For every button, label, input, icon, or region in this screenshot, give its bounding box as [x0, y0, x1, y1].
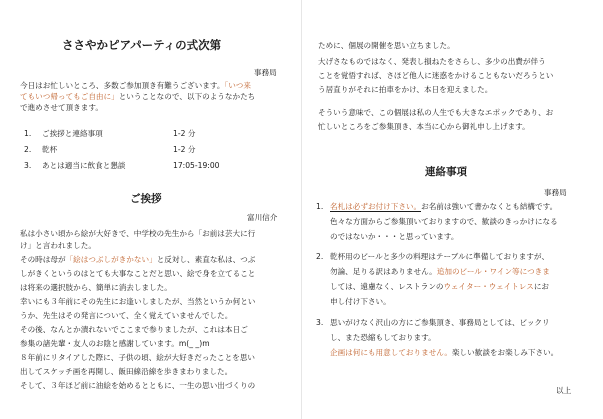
program-num: 2.	[24, 145, 32, 154]
notice-item-line	[330, 317, 550, 328]
notice-highlight: 名札は必ずお付け下さい。	[330, 202, 422, 211]
program-item: ご挨拶と連絡事項	[42, 129, 103, 138]
greeting-line: うか、先生はその発言について、全く覚えていませんでした。	[20, 311, 233, 320]
left-page	[0, 0, 301, 419]
notice-item-number: 2.	[316, 252, 324, 261]
notice-item-number: 3.	[316, 318, 324, 327]
notice-text: お名前は強いて書かなくとも結構です。	[421, 202, 558, 211]
notice-text: 勿論、足りる訳はありません。	[330, 267, 437, 276]
continued-line: 大げさなものではなく、発表し損ねたをさらし、多少の出費が伴う	[318, 57, 546, 66]
greeting-title: ご挨拶	[130, 193, 162, 205]
notice-text: にお	[533, 282, 550, 291]
notice-item-line	[330, 347, 558, 358]
greeting-line: 出してスケッチ画を再開し、飯田線沿線を歩きまわりました。	[20, 367, 233, 376]
notice-item-line	[330, 231, 458, 242]
program-time: 17:05-19:00	[173, 161, 220, 170]
notice-highlight: ウェイター・ウェイトレス	[443, 282, 534, 291]
notice-text: 色々な方面からご参集頂いておりますので、歓談のきっかけになる	[330, 217, 558, 226]
notice-text: 思いがけなく沢山の方にご参集頂き、事務局としては、ビックリ	[330, 318, 550, 327]
greeting-line: しがきくというのはとても大事なことだと思い、絵で身を立てること	[20, 269, 256, 278]
greeting-line: は将来の選択肢から、簡単に消去しました。	[20, 283, 172, 292]
intro-line-1	[20, 80, 251, 91]
notice-item-line	[330, 332, 436, 343]
greeting-author: 富川信介	[247, 213, 278, 222]
greeting-line: け」と言われました。	[20, 241, 96, 250]
notice-sender: 事務局	[544, 188, 567, 197]
continued-line: ことを覚悟すれば、さほど他人に迷惑をかけることもないだろうとい	[318, 71, 554, 80]
notice-highlight: 追加のビール・ワイン等につきま	[436, 267, 550, 276]
continued-line: 忙しいところをご参集頂き、本当に心から御礼申し上げます。	[318, 122, 530, 131]
notice-text: 乾杯用のビールと多少の料理はテーブルに準備しておりますが、	[330, 252, 550, 261]
greeting-line: 私は小さい頃から絵が大好きで、中学校の先生から「お前は芸大に行	[20, 229, 256, 238]
notice-item-line	[330, 281, 549, 292]
greeting-line: 幸いにも３年前にその先生にお逢いしましたが、当然というか何とい	[20, 297, 256, 306]
greeting-line: ８年前にリタイアした際に、子供の頃、絵が大好きだったことを思い	[20, 353, 256, 362]
continued-line: ために、個展の開催を思い立ちました。	[318, 41, 455, 50]
right-page	[302, 0, 603, 419]
intro-line-3: で進めさせて頂きます。	[20, 103, 103, 112]
notice-item-line	[330, 201, 557, 212]
greeting-line: その後、なんとか潰れないでここまで参りましたが、これは本日ご	[20, 325, 248, 334]
sender-label: 事務局	[254, 68, 277, 77]
program-item: あとは適当に飲食と懇談	[42, 161, 126, 170]
greeting-text: と反対し、素直な私は、つぶ	[156, 255, 256, 264]
greeting-line	[20, 254, 255, 265]
program-num: 1.	[24, 129, 32, 138]
intro-text: 今日はお忙しいところ、多数ご参加頂き有難うございます。	[20, 81, 225, 90]
program-item: 乾杯	[42, 145, 58, 154]
greeting-highlight: 「絵はつぶしがきかない」	[65, 255, 157, 264]
intro-highlight: てもいつ帰ってもご自由に」	[20, 92, 119, 101]
greeting-line: そして、３年ほど前に油絵を始めるとともに、一生の思い出づくりの	[20, 381, 256, 390]
greeting-text: その時は母が	[20, 255, 66, 264]
notice-text: 楽しい歓談をお楽しみ下さい。	[451, 348, 559, 357]
intro-text: ということなので、以下のようなかたち	[118, 92, 256, 101]
notice-highlight: 企画は何にも用意しておりません。	[330, 348, 452, 357]
greeting-line: 参集の諸先輩・友人のお陰と感謝しています。m(_ _)m	[20, 339, 210, 348]
continued-line: う居直りがそれに拍車をかけ、本日を迎えました。	[318, 85, 493, 94]
notice-text: のではないか・・・と思っています。	[330, 232, 459, 241]
intro-line-2	[20, 91, 255, 102]
notice-item-number: 1.	[316, 202, 324, 211]
notice-item-line	[330, 266, 550, 277]
notice-item-line	[330, 251, 549, 262]
notice-title: 連絡事項	[425, 166, 467, 178]
notice-text: しては、遠慮なく、レストランの	[330, 282, 444, 291]
notice-item-line	[330, 216, 558, 227]
program-num: 3.	[24, 161, 32, 170]
notice-text: し、また恐縮もしております。	[330, 333, 436, 342]
continued-line: そういう意味で、この個展は私の人生でも大きなエポックであり、お	[318, 108, 554, 117]
notice-item-line	[330, 296, 391, 307]
program-time: 1-2 分	[173, 129, 196, 138]
notice-text: 申し付け下さい。	[330, 297, 391, 306]
intro-highlight: 「いつ来	[224, 81, 251, 90]
closing-label: 以上	[556, 386, 572, 395]
party-program-title: ささやかピアパーティの式次第	[62, 38, 222, 52]
program-time: 1-2 分	[173, 145, 196, 154]
